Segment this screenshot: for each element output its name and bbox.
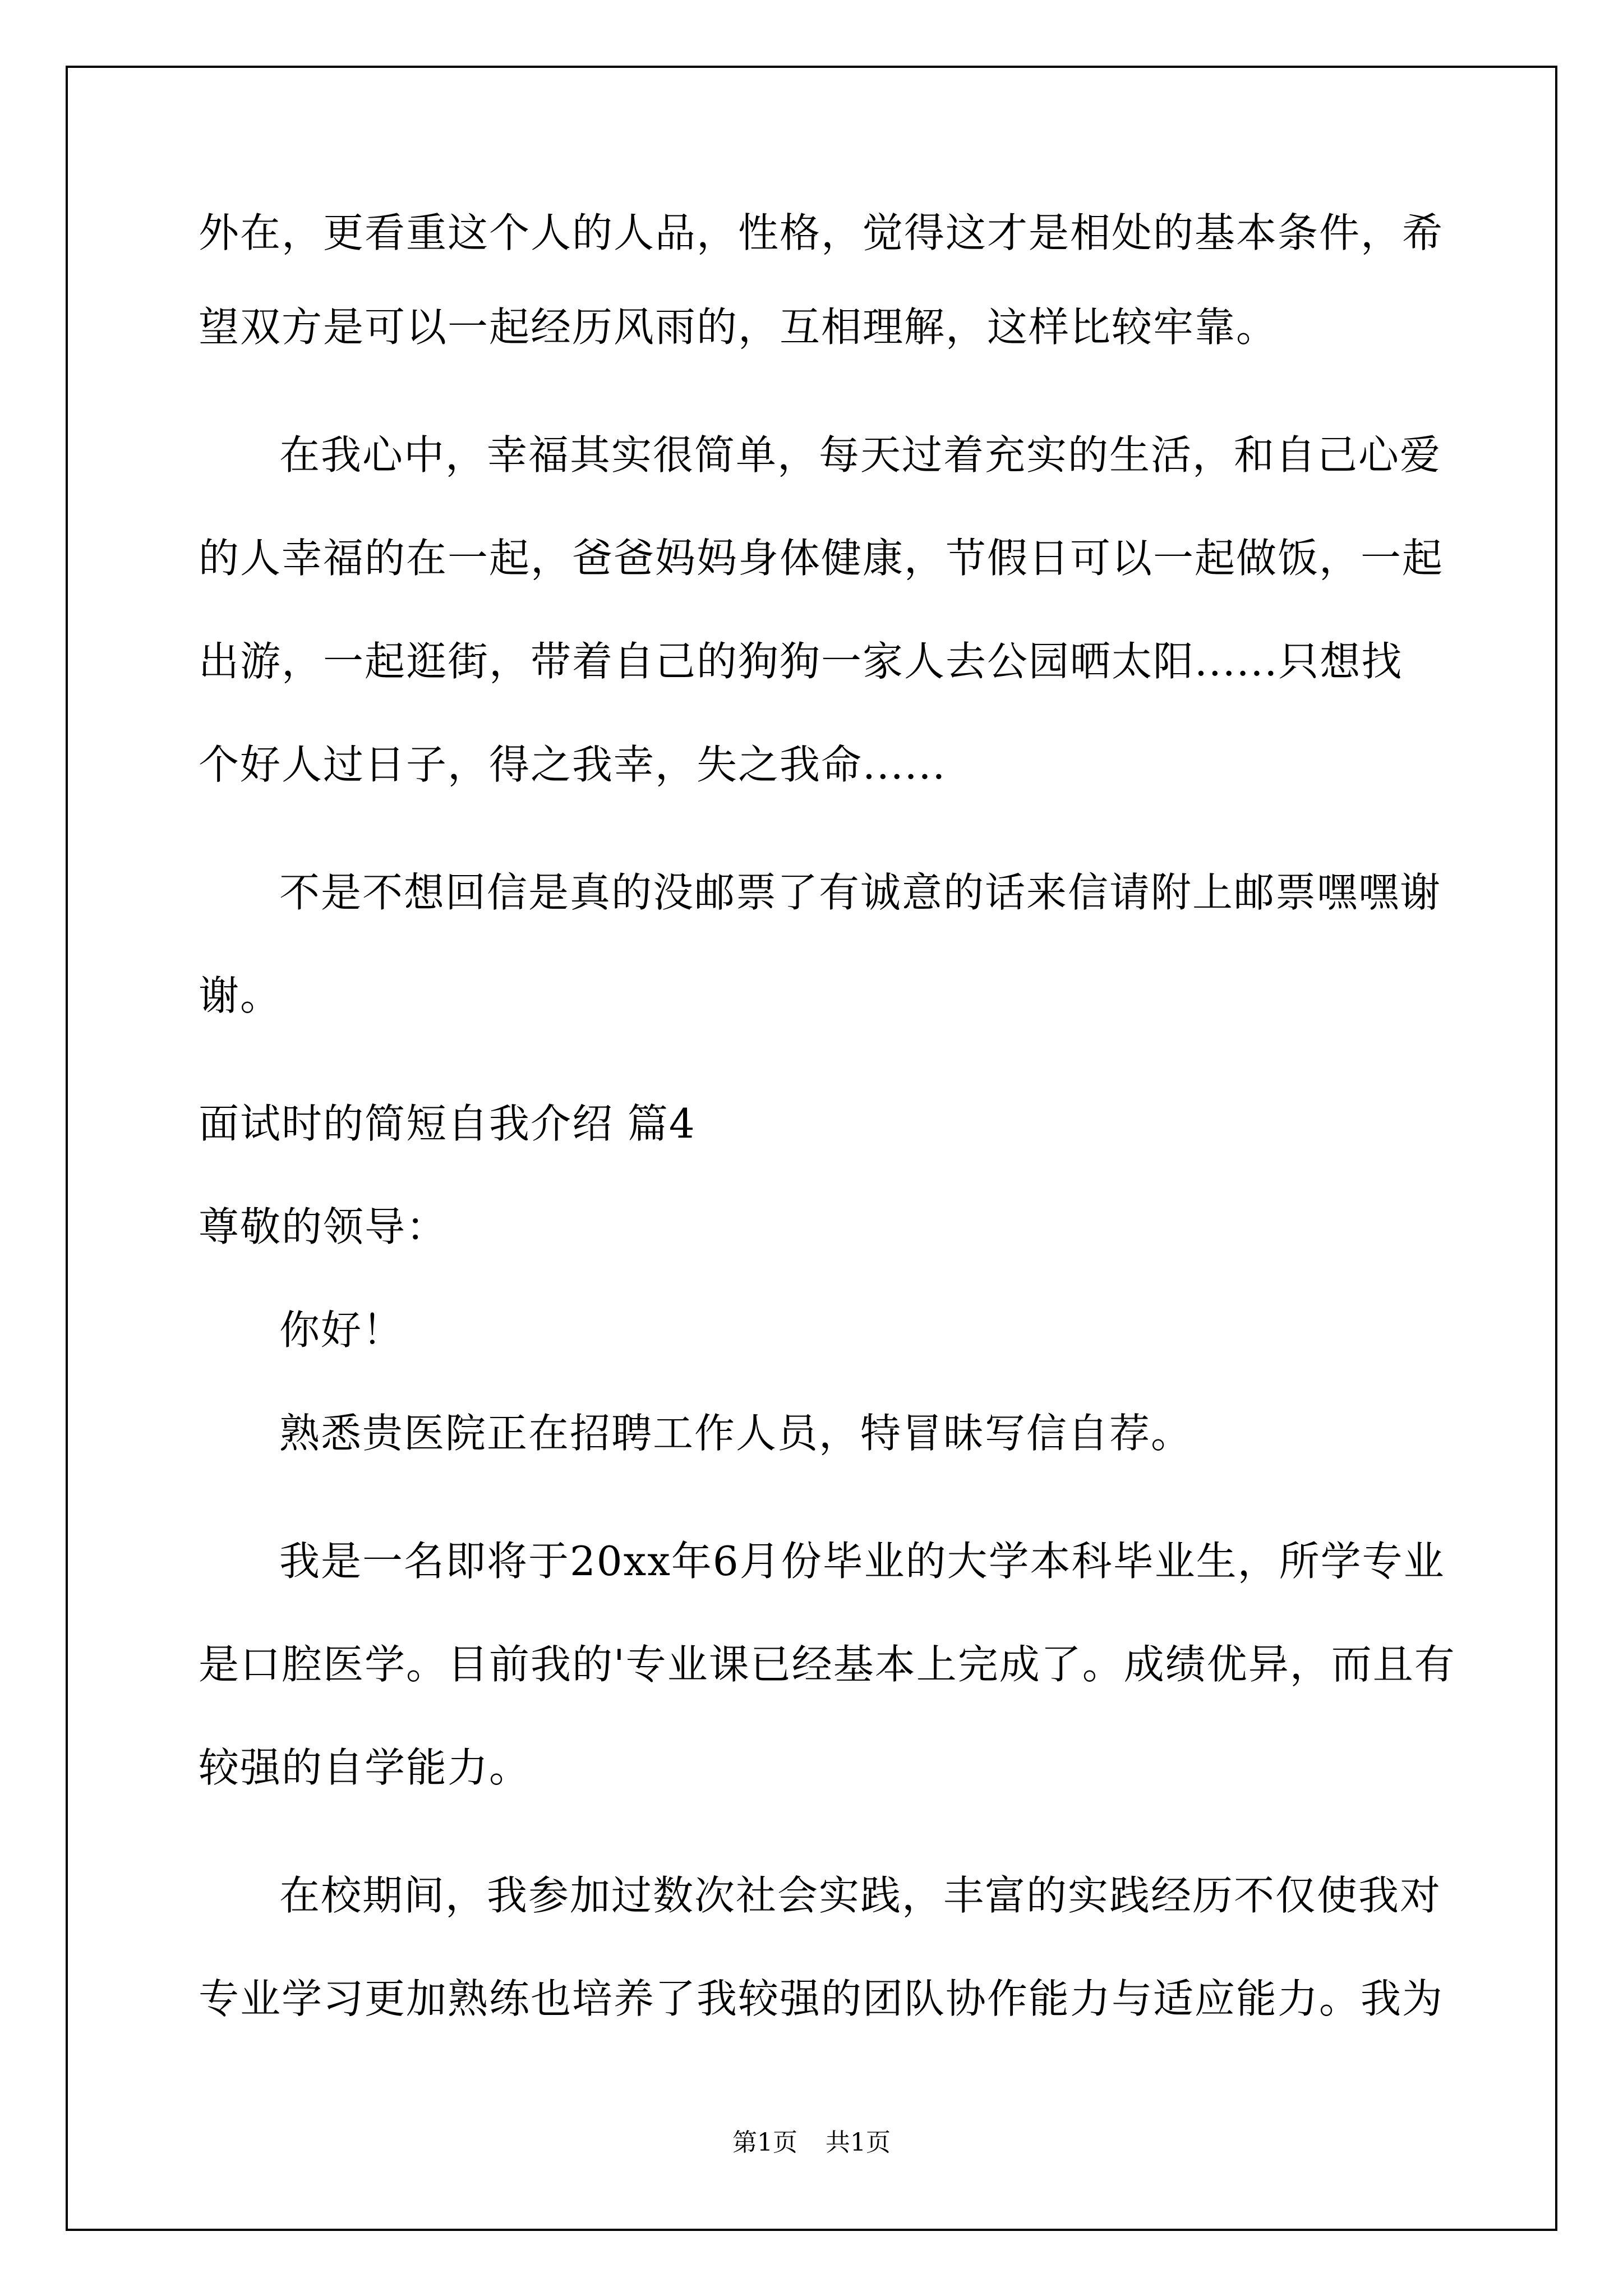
text-line: 在校期间，我参加过数次社会实践，丰富的实践经历不仅使我对 (279, 1872, 1442, 1919)
text-line: 不是不想回信是真的没邮票了有诚意的话来信请附上邮票嘿嘿谢 (279, 869, 1442, 916)
text-line: 熟悉贵医院正在招聘工作人员，特冒昧写信自荐。 (279, 1410, 1193, 1457)
text-line: 出游，一起逛街，带着自己的狗狗一家人去公园晒太阳......只想找 (199, 638, 1403, 685)
text-line: 谢。 (199, 972, 282, 1019)
text-line: 外在，更看重这个人的人品，性格，觉得这才是相处的基本条件，希 (199, 209, 1444, 256)
text-line: 你好！ (279, 1306, 404, 1354)
page-footer (0, 2126, 1623, 2160)
text-line: 个好人过日子，得之我幸，失之我命...... (199, 741, 947, 788)
text-line: 在我心中，幸福其实很简单，每天过着充实的生活，和自己心爱 (279, 431, 1442, 478)
section-heading: 面试时的简短自我介绍 篇4 (199, 1100, 696, 1147)
text-line: 的人幸福的在一起，爸爸妈妈身体健康，节假日可以一起做饭，一起 (199, 535, 1444, 582)
text-line: 较强的自学能力。 (199, 1744, 531, 1791)
text-line: 我是一名即将于20xx年6月份毕业的大学本科毕业生，所学专业 (279, 1538, 1445, 1585)
text-line: 专业学习更加熟练也培养了我较强的团队协作能力与适应能力。我为 (199, 1975, 1444, 2022)
page-total: 共1页 (826, 2128, 891, 2157)
text-line: 是口腔医学。目前我的'专业课已经基本上完成了。成绩优异，而且有 (199, 1641, 1456, 1688)
salutation: 尊敬的领导： (199, 1203, 448, 1250)
text-line: 望双方是可以一起经历风雨的，互相理解，这样比较牢靠。 (199, 303, 1278, 351)
page-number: 第1页 (732, 2128, 797, 2157)
